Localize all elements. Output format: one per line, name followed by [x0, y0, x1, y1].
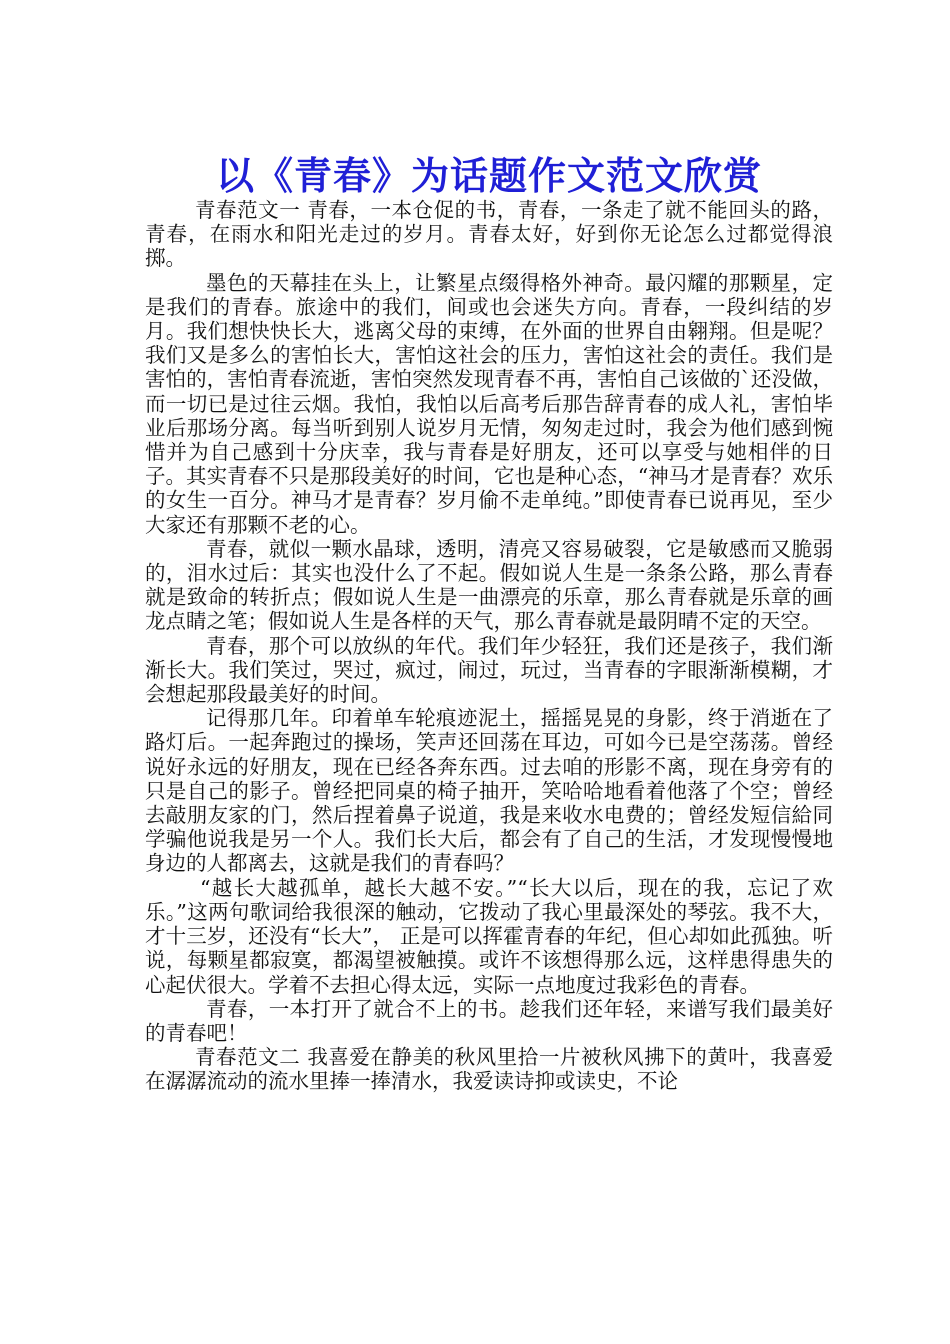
paragraph-1: 青春范文一 青春，一本仓促的书，青春，一条走了就不能回头的路，青春，在雨水和阳光走过的岁月。青春太好，好到你无论怎么过都觉得浪掷。 [145, 198, 833, 271]
document-page [145, 0, 833, 1344]
paragraph-6: “越长大越孤单，越长大越不安。”“长大以后，现在的我，忘记了欢乐。”这两句歌词给我很深的触动，它拨动了我心里最深处的琴弦。我不大，才十三岁，还没有“长大”， 正是可以挥霍青春的年纪，但心却如此孤独。听说，每颗星都寂寞，都渴望被触摸。或许不该想得那么远，这样患得患失的心起伏很大。学着不去担心得太远，实际一点地度过我彩色的青春。 [145, 875, 833, 997]
paragraph-3: 青春，就似一颗水晶球，透明，清亮又容易破裂，它是敏感而又脆弱的，泪水过后：其实也没什么了不起。假如说人生是一条条公路，那么青春就是致命的转折点；假如说人生是一曲漂亮的乐章，那么青春就是乐章的画龙点睛之笔；假如说人生是各样的天气，那么青春就是最阴晴不定的天空。 [145, 536, 833, 634]
document-title: 以《青春》为话题作文范文欣赏 [215, 153, 762, 199]
paragraph-2: 墨色的天幕挂在头上，让繁星点缀得格外神奇。最闪耀的那颗星，定是我们的青春。旅途中的我们，间或也会迷失方向。青春，一段纠结的岁月。我们想快快长大，逃离父母的束缚，在外面的世界自由翱翔。但是呢？我们又是多么的害怕长大，害怕这社会的压力，害怕这社会的责任。我们是害怕的，害怕青春流逝，害怕突然发现青春不再，害怕自己该做的`还没做，而一切已是过往云烟。我怕，我怕以后高考后那告辞青春的成人礼，害怕毕业后那场分离。每当听到别人说岁月无情，匆匆走过时，我会为他们感到惋惜并为自己感到十分庆幸，我与青春是好朋友，还可以享受与她相伴的日子。其实青春不只是那段美好的时间，它也是种心态，“神马才是青春？欢乐的女生一百分。神马才是青春？岁月偷不走单纯。”即使青春已说再见，至少大家还有那颗不老的心。 [145, 270, 833, 537]
paragraph-8: 青春范文二 我喜爱在静美的秋风里拾一片被秋风拂下的黄叶，我喜爱在潺潺流动的流水里捧一捧清水，我爱读诗抑或读史，不论 [145, 1045, 833, 1094]
paragraph-7: 青春，一本打开了就合不上的书。趁我们还年轻，来谱写我们最美好的青春吧！ [145, 996, 833, 1045]
paragraph-4: 青春，那个可以放纵的年代。我们年少轻狂，我们还是孩子，我们渐渐长大。我们笑过，哭过，疯过，闹过，玩过，当青春的字眼渐渐模糊，才会想起那段最美好的时间。 [145, 633, 833, 707]
paragraph-5: 记得那几年。印着单车轮痕迹泥土，摇摇晃晃的身影，终于消逝在了路灯后。一起奔跑过的操场，笑声还回荡在耳边，可如今已是空荡荡。曾经说好永远的好朋友，现在已经各奔东西。过去咱的形影不离，现在身旁有的只是自己的影子。曾经把同桌的椅子抽开，笑哈哈地看着他落了个空；曾经去敲朋友家的门，然后捏着鼻子说道，我是来收水电费的；曾经发短信給同学骗他说我是另一个人。我们长大后，都会有了自己的生活，才发现慢慢地身边的人都离去，这就是我们的青春吗？ [145, 706, 833, 876]
document-body [145, 198, 833, 1094]
